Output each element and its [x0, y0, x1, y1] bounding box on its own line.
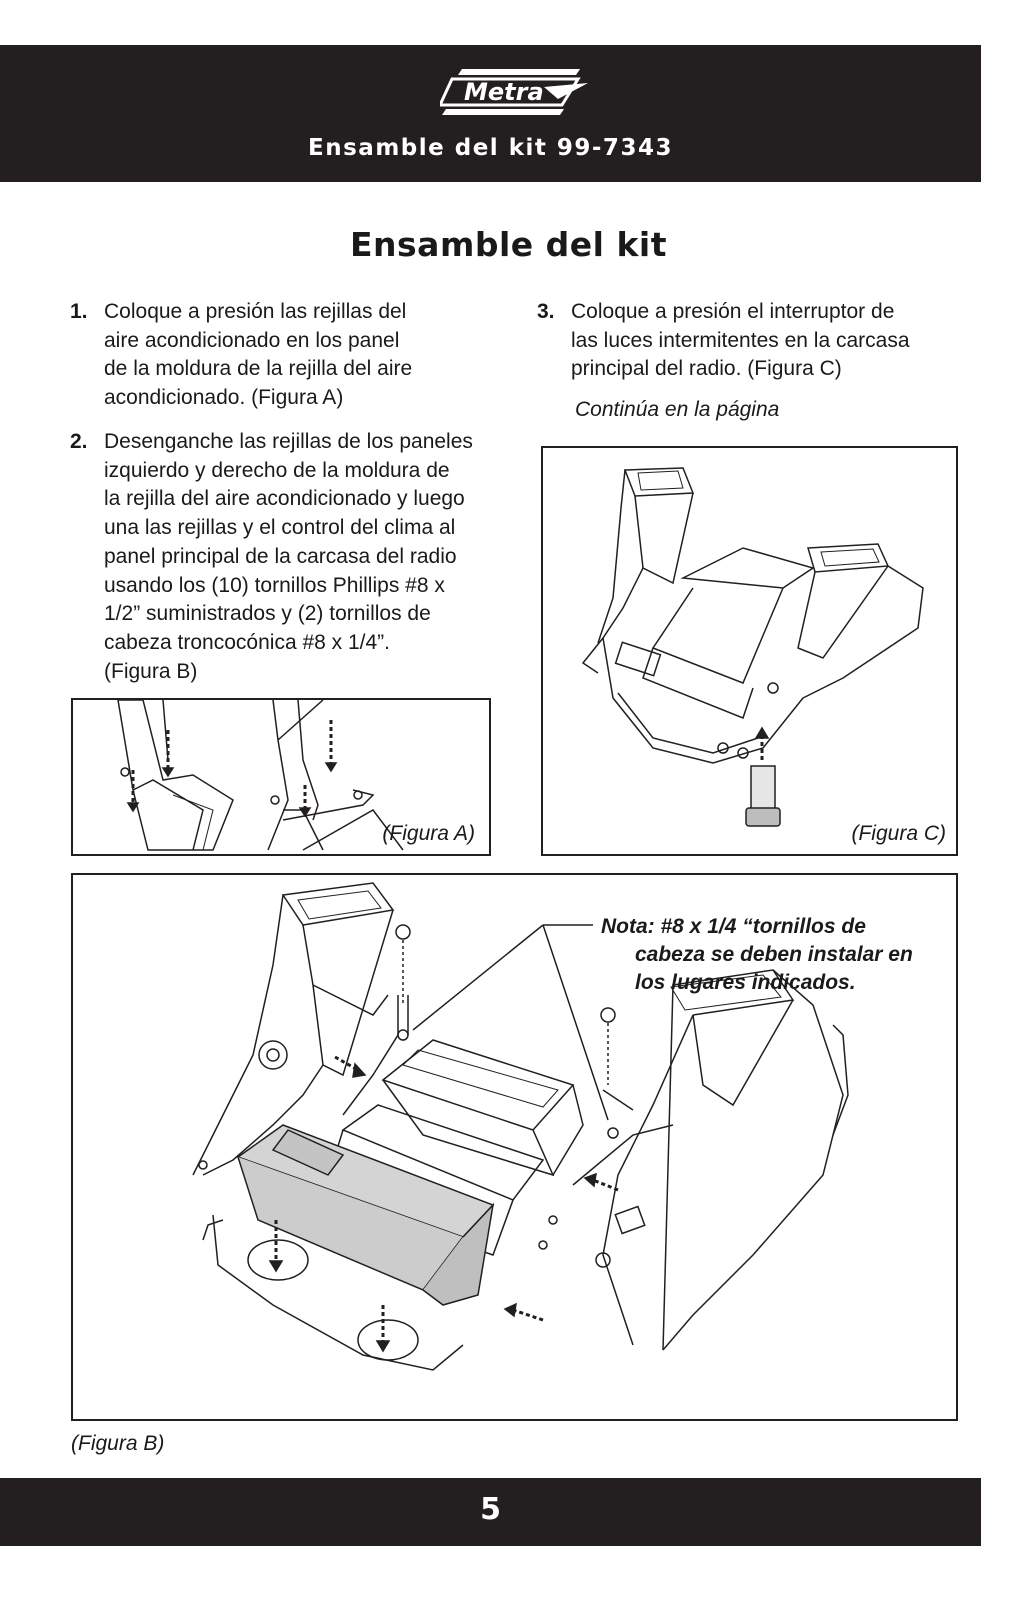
section-title: Ensamble del kit — [350, 225, 667, 264]
footer-bar — [0, 1478, 981, 1546]
figure-c — [541, 446, 958, 856]
figure-b — [71, 873, 958, 1421]
header-bar — [0, 45, 981, 182]
step-3 — [537, 298, 957, 388]
step-text: Desenganche las rejillas de los paneles izquierdo y derecho de la moldura de la rejilla del aire acondicionado y luego una las rejillas y el control del clima al panel principal de la carcasa del radio usando los (10) tornillos Phillips #8 x 1/2” suministrados y (2) tornillos de cabeza troncocónica #8 x 1/4”. (Figura B) — [104, 430, 473, 683]
page-number: 5 — [480, 1492, 501, 1527]
step-text: Coloque a presión el interruptor de las luces intermitentes en la carcasa principal del radio. (Figura C) — [571, 300, 910, 381]
step-2 — [70, 428, 500, 688]
note-line: Nota: #8 x 1/4 “tornillos de — [601, 915, 866, 938]
step-text: Coloque a presión las rejillas del aire acondicionado en los panel de la moldura de la rejilla del aire acondicionado. (Figura A) — [104, 300, 413, 410]
note-line: cabeza se deben instalar en — [635, 943, 913, 966]
figure-a-caption: (Figura A) — [382, 822, 475, 845]
header-title: Ensamble del kit 99-7343 — [308, 135, 673, 161]
step-number: 3. — [537, 300, 555, 323]
step-number: 1. — [70, 300, 88, 323]
figure-b-note — [601, 913, 913, 997]
figure-c-illustration — [543, 448, 956, 854]
figure-a — [71, 698, 491, 856]
step-number: 2. — [70, 430, 88, 453]
figure-c-caption: (Figura C) — [851, 822, 946, 845]
note-line: los lugares indicados. — [635, 971, 856, 994]
metra-logo — [440, 65, 590, 117]
figure-b-caption: (Figura B) — [71, 1432, 165, 1455]
step-1 — [70, 298, 490, 418]
svg-text:Metra: Metra — [464, 78, 544, 106]
continue-note: Continúa en la página — [575, 398, 780, 421]
